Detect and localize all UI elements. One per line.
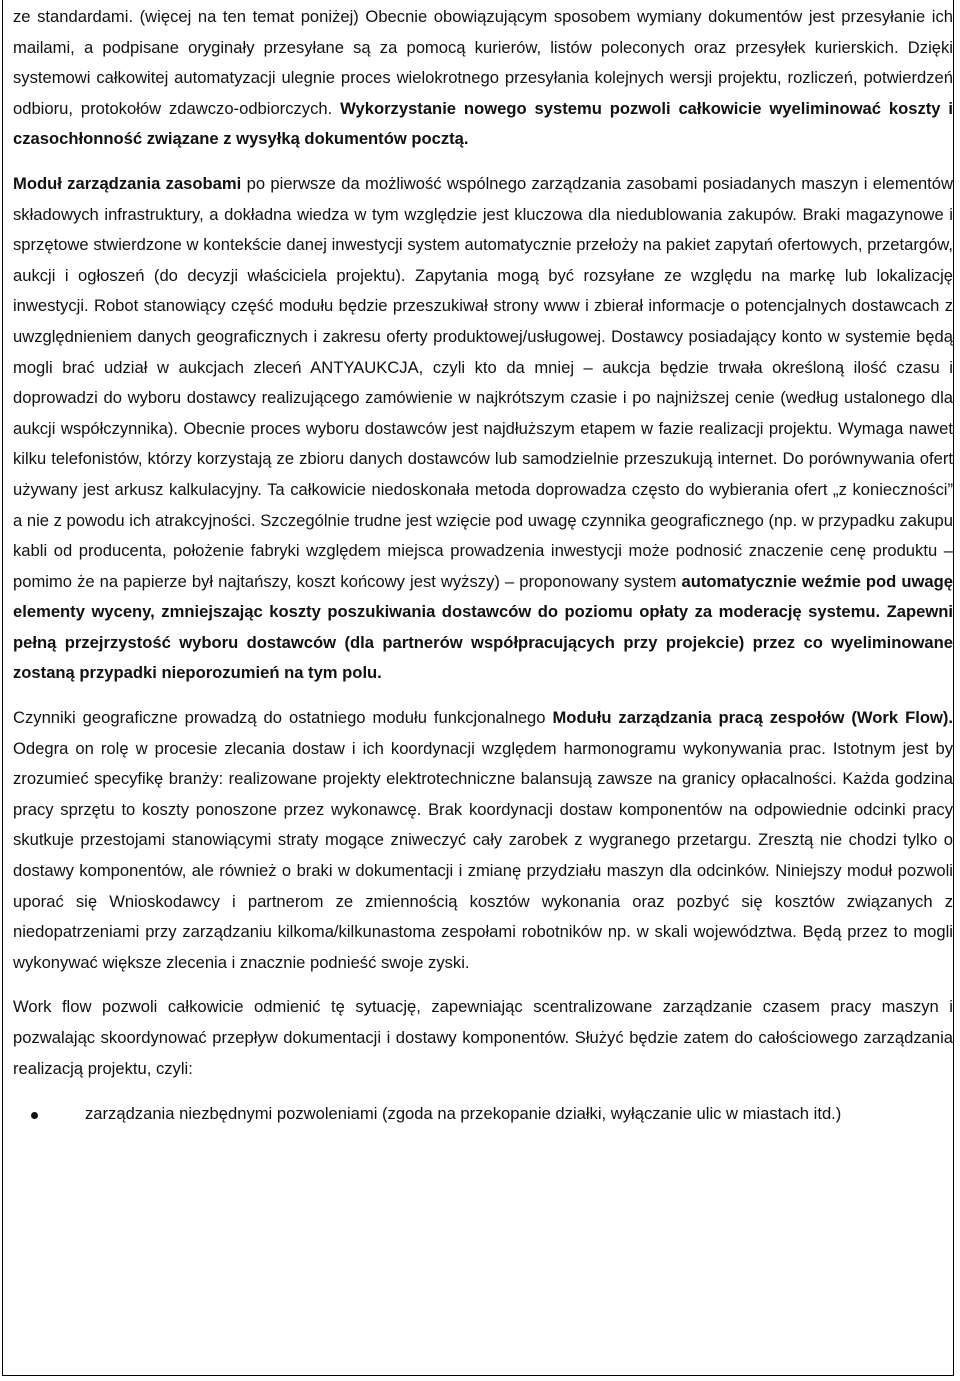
text-run: Work flow pozwoli całkowicie odmienić tę sytuację, zapewniając scentralizowane zarządzanie czasem pracy maszyn i pozwalając skoordynować przepływ dokumentacji i dostawy komponentów. Służyć będzie zatem do całościowego zarządzania realizacją projektu, czyli:: [13, 997, 953, 1078]
text-run: ze standardami. (więcej na ten temat poniżej) Obecnie obowiązującym sposobem wymiany dokumentów jest przesyłanie ich mailami, a podpisane oryginały przesyłane są za pomocą kurierów, listów poleconych oraz przesyłek kurierskich. Dzięki systemowi całkowitej automatyzacji ulegnie proces wielokrotnego przesyłania kolejnych wersji projektu, rozliczeń, potwierdzeń odbioru, protokołów zdawczo-odbiorczych.: [13, 7, 953, 118]
text-run: Czynniki geograficzne prowadzą do ostatniego modułu funkcjonalnego: [13, 708, 553, 728]
text-run: po pierwsze da możliwość wspólnego zarządzania zasobami posiadanych maszyn i elementów składowych infrastruktury, a dokładna wiedza w tym względzie jest kluczowa dla niedublowania zakupów. Braki magazynowe i sprzętowe stwierdzone w kontekście danej inwestycji system automatycznie przełoży na pakiet zapytań ofertowych, przetargów, aukcji i ogłoszeń (do decyzji właściciela projektu). Zapytania mogą być rozsyłane ze względu na markę lub lokalizację inwestycji. Robot stanowiący część modułu będzie przeszukiwał strony www i zbierał informacje o potencjalnych dostawcach z uwzględnieniem danych geograficznych i zakresu oferty produktowej/usługowej. Dostawcy posiadający konto w systemie będą mogli brać udział w aukcjach zleceń ANTYAUKCJA, czyli kto da mniej – aukcja będzie trwała określoną ilość czasu i doprowadzi do wyboru dostawcy realizującego zamówienie w najkrótszym czasie i po najniższej cenie (według ustalonego dla aukcji współczynnika). Obecnie proces wyboru dostawców jest najdłuższym etapem w fazie realizacji projektu. Wymaga nawet kilku telefonistów, którzy korzystają ze zbioru danych dostawców lub samodzielnie przeszukują internet. Do porównywania ofert używany jest arkusz kalkulacyjny. Ta całkowicie niedoskonała metoda doprowadza często do wybierania ofert „z konieczności” a nie z powodu ich atrakcyjności. Szczególnie trudne jest wzięcie pod uwagę czynnika geograficznego (np. w przypadku zakupu kabli od producenta, położenie fabryki względem miejsca prowadzenia inwestycji może podnosić znaczenie cenę produktu – pomimo że na papierze był najtańszy, koszt końcowy jest wyższy) – proponowany system: [13, 173, 953, 591]
text-run: Odegra on rolę w procesie zlecania dostaw i ich koordynacji względem harmonogramu wykonywania prac. Istotnym jest by zrozumieć specyfikę branży: realizowane projekty elektrotechniczne balansują zawsze na granicy opłacalności. Każda godzina pracy sprzętu to koszty ponoszone przez wykonawcę. Brak koordynacji dostaw komponentów na odpowiednie odcinki pracy skutkuje przestojami stanowiącymi straty mogące zniweczyć cały zarobek z wygranego przetargu. Zresztą nie chodzi tylko o dostawy komponentów, ale również o braki w dokumentacji i zmianę przydziału maszyn dla odcinków. Niniejszy moduł pozwoli uporać się Wnioskodawcy i partnerom ze zmiennością kosztów wykonania oraz pozbyć się kosztów związanych z niedopatrzeniami przy zarządzaniu kilkoma/kilkunastoma zespołami robotników np. w skali województwa. Będą przez to mogli wykonywać większe zlecenia i znacznie podnieść swoje zyski.: [13, 738, 953, 972]
paragraph-document-exchange: [13, 2, 953, 155]
list-item: [13, 1098, 953, 1127]
document-page: [2, 0, 954, 1376]
bold-text-run: Modułu zarządzania pracą zespołów (Work Flow).: [552, 708, 953, 728]
list-item-text: zarządzania niezbędnymi pozwoleniami (zgoda na przekopanie działki, wyłączanie ulic w miastach itd.): [85, 1104, 842, 1124]
document-body: [13, 2, 953, 1127]
paragraph-resource-module: [13, 169, 953, 689]
bold-text-run: Wykorzystanie nowego systemu pozwoli całkowicie wyeliminować koszty i czasochłonność związane z wysyłką dokumentów pocztą.: [13, 98, 953, 149]
bullet-icon: [31, 1112, 38, 1119]
paragraph-workflow-module: [13, 703, 953, 978]
bullet-list: [13, 1098, 953, 1127]
paragraph-workflow-summary: [13, 992, 953, 1084]
bold-text-run: automatycznie weźmie pod uwagę elementy wyceny, zmniejszając koszty poszukiwania dostawców do poziomu opłaty za moderację systemu. Zapewni pełną przejrzystość wyboru dostawców (dla partnerów współpracujących przy projekcie) przez co wyeliminowane zostaną przypadki nieporozumień na tym polu.: [13, 571, 953, 683]
bold-text-run: Moduł zarządzania zasobami: [13, 173, 242, 193]
